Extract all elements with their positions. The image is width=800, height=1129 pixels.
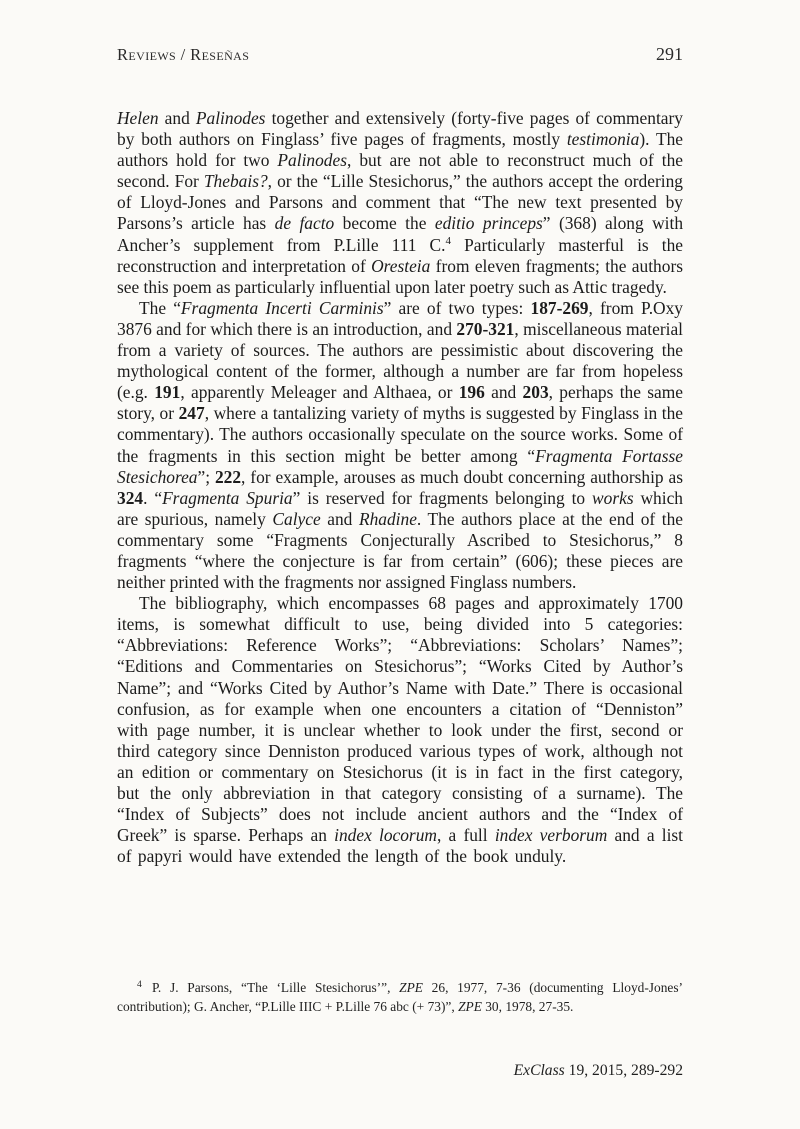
paragraph-palinodes <box>117 108 683 298</box>
fragment-number: 270-321 <box>456 318 515 339</box>
text-run: and a list of papyri would have extended the length of the book unduly. <box>117 825 684 867</box>
italic-text: Calyce <box>272 508 321 529</box>
paragraph-bibliography <box>117 593 683 867</box>
italic-text: index verborum <box>494 825 608 846</box>
italic-text: Oresteia <box>371 255 431 276</box>
body-text <box>117 108 683 867</box>
footnote-reference[interactable]: 4 <box>445 234 452 247</box>
italic-text: testimonia <box>566 129 640 150</box>
italic-text: Palinodes <box>277 150 347 171</box>
italic-text: ExClass <box>513 1062 565 1079</box>
text-run: , for example, arouses as much doubt concerning authorship as <box>241 466 683 487</box>
text-run: , or the “Lille Stesichorus,” the authors accept the ordering of Lloyd-Jones and Parsons and comment that “The new text presented by Parsons’s article has <box>117 171 683 234</box>
text-run: P. J. Parsons, “The ‘Lille Stesichorus’”, <box>143 980 400 995</box>
footnote-marker: 4 <box>137 979 142 990</box>
italic-text: Fragmenta Fortasse Stesichorea <box>117 445 683 487</box>
text-run: ”; <box>197 466 215 487</box>
text-run: and <box>320 508 359 529</box>
italic-text: ZPE <box>458 999 482 1014</box>
text-run: The “ <box>139 297 181 318</box>
text-run: ” is reserved for fragments belonging to <box>292 487 593 508</box>
fragment-number: 203 <box>522 382 549 403</box>
italic-text: index locorum <box>334 825 437 846</box>
text-run: , but are not able to reconstruct much of the second. For <box>117 150 683 192</box>
text-run: Particularly masterful is the reconstruction and interpretation of <box>117 234 684 276</box>
text-run: ” are of two types: <box>383 297 531 318</box>
fragment-number: 247 <box>178 403 205 424</box>
text-run: , from P.Oxy 3876 and for which there is an introduction, and <box>117 297 683 339</box>
text-run: 30, 1978, 27-35. <box>481 999 574 1014</box>
fragment-number: 196 <box>458 382 485 403</box>
text-run: ). The authors hold for two <box>117 129 683 171</box>
running-head-title: Reviews / Reseñas <box>117 45 250 64</box>
footnote-block <box>117 978 683 1016</box>
footnote-4 <box>117 978 683 1016</box>
text-run: . “ <box>143 487 163 508</box>
page-number: 291 <box>656 44 683 64</box>
fragment-number: 191 <box>154 382 181 403</box>
text-run: ” (368) along with Ancher’s supplement from P.Lille 111 C. <box>117 213 684 255</box>
italic-text: works <box>592 487 634 508</box>
running-footer <box>117 1062 683 1080</box>
italic-text: Thebais? <box>203 171 268 192</box>
running-head <box>117 44 683 66</box>
text-run: , apparently Meleager and Althaea, or <box>180 382 459 403</box>
text-run: , miscellaneous material from a variety of sources. The authors are pessimistic about discovering the mythological content of the former, although a number are far from hopeless (e.g. <box>117 318 683 403</box>
text-run: . The authors place at the end of the commentary some “Fragments Conjecturally Ascribed to Stesichorus,” 8 fragments “where the conjecture is far from certain” (606); these pieces are neither printed with the fragments nor assigned Finglass numbers. <box>117 508 684 593</box>
italic-text: de facto <box>274 213 335 234</box>
italic-text: ZPE <box>399 980 423 995</box>
fragment-number: 187-269 <box>530 297 589 318</box>
text-run: become the <box>334 213 435 234</box>
fragment-number: 222 <box>214 466 242 487</box>
italic-text: Fragmenta Incerti Carminis <box>180 297 384 318</box>
text-run: , a full <box>436 825 495 846</box>
text-run: together and extensively (forty-five pages of commentary by both authors on Finglass’ five pages of fragments, mostly <box>117 108 683 150</box>
italic-text: editio princeps <box>434 213 543 234</box>
text-run: 26, 1977, 7-36 (documenting Lloyd-Jones’ contribution); G. Ancher, “P.Lille IIIC + P.Lille 76 abc (+ 73)”, <box>117 980 684 1014</box>
text-run: , where a tantalizing variety of myths is suggested by Finglass in the commentary). The authors occasionally speculate on the source works. Some of the fragments in this section might be better among “ <box>117 403 683 466</box>
paragraph-fragmenta <box>117 298 683 593</box>
text-run: and <box>158 108 196 128</box>
text-run: from eleven fragments; the authors see this poem as particularly influential upon later poetry such as Attic tragedy. <box>117 255 683 297</box>
text-run: which are spurious, namely <box>117 487 683 529</box>
text-run: The bibliography, which encompasses 68 pages and approximately 1700 items, is somewhat difficult to use, being divided into 5 categories: “Abbreviations: Reference Works”; “Abbreviations: Scholars’ Names”; “Editions and Commentaries on Stesichorus”; “Works Cited by Author’s Name”; and “Works Cited by Author’s Name with Date.” There is occasional confusion, as for example when one encounters a citation of “Denniston” with page number, it is unclear whether to look under the first, second or third category since Denniston produced various types of work, although not an edition or commentary on Stesichorus (it is in fact in the first category, but the only abbreviation in that category consisting of a surname). The “Index of Subjects” does not include ancient authors and the “Index of Greek” is sparse. Perhaps an <box>117 593 683 846</box>
fragment-number: 324 <box>117 487 144 508</box>
text-run: , perhaps the same story, or <box>117 382 684 424</box>
text-run: 19, 2015, 289-292 <box>564 1062 683 1079</box>
italic-text: Rhadine <box>358 508 417 529</box>
italic-text: Palinodes <box>195 108 266 128</box>
text-run: and <box>484 382 523 403</box>
italic-text: Helen <box>117 108 159 128</box>
italic-text: Fragmenta Spuria <box>162 487 293 508</box>
